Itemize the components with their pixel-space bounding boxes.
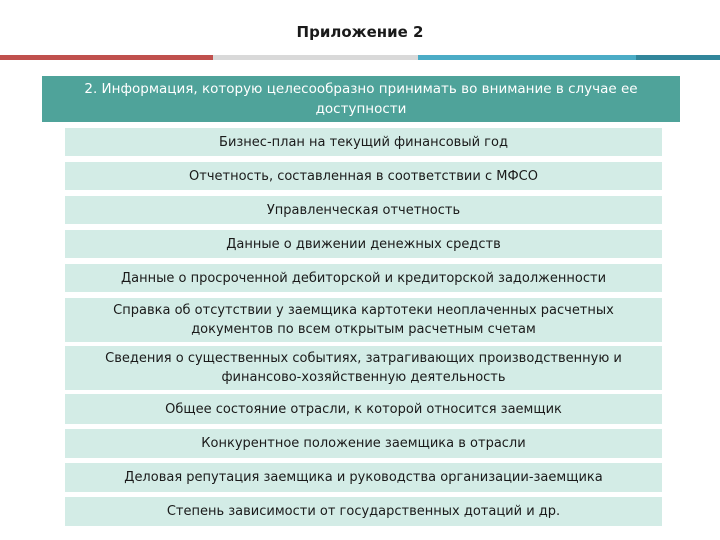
divider-segment-grey	[213, 55, 418, 60]
title-divider	[0, 55, 720, 60]
page-title: Приложение 2	[296, 23, 424, 41]
divider-segment-red	[0, 55, 213, 60]
list-item: Сведения о существенных событиях, затрагивающих производственную и финансово-хозяйственную деятельность	[65, 346, 662, 390]
list-item: Управленческая отчетность	[65, 196, 662, 224]
divider-segment-blue	[418, 55, 636, 60]
divider-segment-teal	[636, 55, 720, 60]
list-item: Бизнес-план на текущий финансовый год	[65, 128, 662, 156]
list-item: Справка об отсутствии у заемщика картотеки неоплаченных расчетных документов по всем открытым расчетным счетам	[65, 298, 662, 342]
section-header: 2. Информация, которую целесообразно принимать во внимание в случае ее доступности	[42, 76, 680, 122]
list-item: Конкурентное положение заемщика в отрасли	[65, 429, 662, 458]
list-item: Общее состояние отрасли, к которой относится заемщик	[65, 394, 662, 424]
list-item: Степень зависимости от государственных дотаций и др.	[65, 497, 662, 526]
list-item: Данные о движении денежных средств	[65, 230, 662, 258]
list-item: Деловая репутация заемщика и руководства организации-заемщика	[65, 463, 662, 492]
list-item: Данные о просроченной дебиторской и кредиторской задолженности	[65, 264, 662, 292]
list-item: Отчетность, составленная в соответствии с МФСО	[65, 162, 662, 190]
